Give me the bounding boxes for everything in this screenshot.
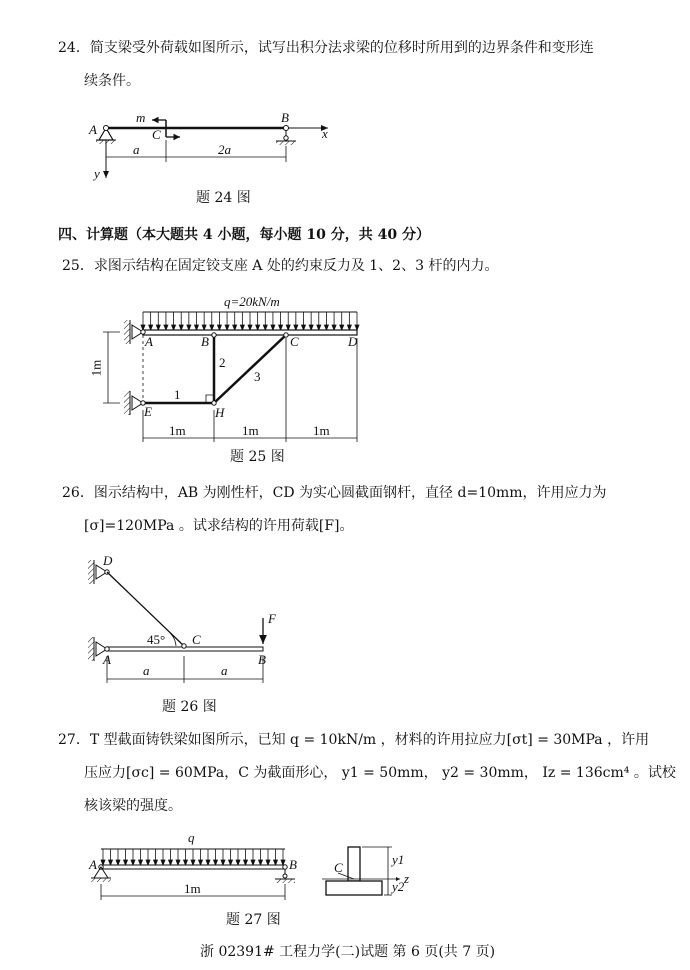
fig27-caption: 题 27 图 bbox=[226, 912, 281, 928]
load-arrowhead bbox=[184, 860, 188, 865]
load-arrowhead bbox=[236, 860, 240, 865]
load-arrowhead bbox=[101, 860, 105, 865]
fig27-label-y1: y1 bbox=[392, 852, 405, 867]
fig27-span: 1m bbox=[184, 881, 201, 896]
fig25-dim3: 1m bbox=[313, 423, 330, 438]
load-arrowhead bbox=[206, 860, 210, 865]
load-arrowhead bbox=[271, 325, 275, 330]
fig24-dim-2a: 2a bbox=[218, 142, 231, 157]
load-arrowhead bbox=[309, 325, 313, 330]
load-arrowhead bbox=[169, 860, 173, 865]
load-arrowhead bbox=[217, 325, 221, 330]
load-arrowhead bbox=[279, 325, 283, 330]
fig26-label-F: F bbox=[268, 611, 276, 626]
fig25-dim2: 1m bbox=[242, 423, 259, 438]
load-arrowhead bbox=[176, 860, 180, 865]
load-arrowhead bbox=[302, 325, 306, 330]
fig25-label-A: A bbox=[145, 334, 153, 349]
fig24-label-x: x bbox=[322, 126, 328, 141]
fig26-label-A: A bbox=[103, 652, 111, 667]
fig25-caption: 题 25 图 bbox=[230, 449, 285, 465]
fig24-label-C: C bbox=[152, 127, 161, 142]
load-arrowhead bbox=[317, 325, 321, 330]
fig24-label-y: y bbox=[94, 166, 100, 181]
load-arrowhead bbox=[225, 325, 229, 330]
fig27-label-B: B bbox=[289, 857, 297, 872]
load-arrowhead bbox=[221, 860, 225, 865]
fig27-diagram bbox=[91, 847, 400, 900]
fig25-label-D: D bbox=[348, 334, 358, 349]
fig24-label-B: B bbox=[281, 110, 289, 125]
fig25-bar3: 3 bbox=[254, 369, 261, 384]
fig25-label-B: B bbox=[201, 334, 209, 349]
load-arrowhead bbox=[154, 860, 158, 865]
load-arrowhead bbox=[256, 325, 260, 330]
q27-line1: 27．T 型截面铸铁梁如图所示，已知 q = 10kN/m ，材料的许用拉应力[σt] = 30MPa ，许用 bbox=[58, 732, 650, 748]
load-arrowhead bbox=[266, 860, 270, 865]
fig26-label-D: D bbox=[103, 553, 113, 568]
load-arrowhead bbox=[109, 860, 113, 865]
fig24-label-A: A bbox=[89, 122, 97, 137]
fig24-caption: 题 24 图 bbox=[196, 190, 251, 206]
load-arrowhead bbox=[146, 860, 150, 865]
load-arrowhead bbox=[324, 325, 328, 330]
fig26-caption: 题 26 图 bbox=[162, 699, 217, 715]
fig24-diagram bbox=[96, 120, 328, 178]
load-arrowhead bbox=[251, 860, 255, 865]
q27-line2: 压应力[σc] = 60MPa，C 为截面形心， y1 = 50mm， y2 = 30mm， Iz = 136cm⁴ 。试校 bbox=[84, 765, 676, 781]
fig26-label-C: C bbox=[192, 632, 201, 647]
load-arrowhead bbox=[202, 325, 206, 330]
load-arrowhead bbox=[332, 325, 336, 330]
load-arrowhead bbox=[179, 325, 183, 330]
load-arrowhead bbox=[139, 860, 143, 865]
fig26-angle: 45° bbox=[147, 632, 166, 647]
q25-line1: 25．求图示结构在固定铰支座 A 处的约束反力及 1、2、3 杆的内力。 bbox=[62, 258, 499, 274]
load-arrowhead bbox=[229, 860, 233, 865]
fig25-label-H: H bbox=[215, 405, 225, 420]
load-arrowhead bbox=[116, 860, 120, 865]
fig26-diagram bbox=[88, 560, 263, 683]
load-arrowhead bbox=[164, 325, 168, 330]
q24-line2: 续条件。 bbox=[84, 73, 140, 89]
fig27-label-y2: y2 bbox=[392, 879, 405, 894]
fig24-dim-a: a bbox=[133, 142, 140, 157]
q26-line2: [σ]=120MPa 。试求结构的许用荷载[F]。 bbox=[84, 518, 354, 534]
load-arrowhead bbox=[161, 860, 165, 865]
fig26-dim2: a bbox=[221, 663, 228, 678]
load-arrowhead bbox=[187, 325, 191, 330]
fig26-label-B: B bbox=[258, 652, 266, 667]
load-arrowhead bbox=[281, 860, 285, 865]
load-arrowhead bbox=[172, 325, 176, 330]
load-arrowhead bbox=[244, 860, 248, 865]
fig26-dim1: a bbox=[143, 663, 150, 678]
fig27-label-A: A bbox=[89, 857, 97, 872]
load-arrowhead bbox=[191, 860, 195, 865]
load-arrowhead bbox=[347, 325, 351, 330]
load-arrowhead bbox=[199, 860, 203, 865]
load-arrowhead bbox=[214, 860, 218, 865]
fig25-bar2: 2 bbox=[219, 355, 226, 370]
fig27-label-z: z bbox=[404, 871, 410, 886]
fig25-dim1: 1m bbox=[169, 423, 186, 438]
load-arrowhead bbox=[286, 325, 290, 330]
load-arrowhead bbox=[131, 860, 135, 865]
load-arrowhead bbox=[340, 325, 344, 330]
load-arrowhead bbox=[141, 325, 145, 330]
q26-line1: 26．图示结构中，AB 为刚性杆，CD 为实心圆截面钢杆，直径 d=10mm，许用应力为 bbox=[62, 485, 607, 501]
load-arrowhead bbox=[156, 325, 160, 330]
load-arrowhead bbox=[195, 325, 199, 330]
load-arrowhead bbox=[355, 325, 359, 330]
fig25-label-C: C bbox=[290, 334, 299, 349]
fig25-load-label: q=20kN/m bbox=[224, 294, 280, 309]
fig27-label-C: C bbox=[334, 860, 343, 875]
load-arrowhead bbox=[248, 325, 252, 330]
fig27-label-q: q bbox=[188, 830, 195, 845]
fig25-bar1: 1 bbox=[174, 387, 181, 402]
load-arrowhead bbox=[263, 325, 267, 330]
fig25-label-E: E bbox=[144, 404, 152, 419]
load-arrowhead bbox=[259, 860, 263, 865]
fig25-height-dim: 1m bbox=[88, 359, 104, 377]
fig24-label-m: m bbox=[136, 110, 146, 125]
q24-line1: 24．简支梁受外荷载如图所示，试写出积分法求梁的位移时所用到的边界条件和变形连 bbox=[58, 40, 594, 56]
load-arrowhead bbox=[294, 325, 298, 330]
load-arrowhead bbox=[210, 325, 214, 330]
load-arrowhead bbox=[240, 325, 244, 330]
load-arrowhead bbox=[149, 325, 153, 330]
load-arrowhead bbox=[124, 860, 128, 865]
q27-line3: 核该梁的强度。 bbox=[84, 798, 182, 814]
load-arrowhead bbox=[233, 325, 237, 330]
section4-heading: 四、计算题（本大题共 4 小题，每小题 10 分，共 40 分） bbox=[58, 227, 430, 243]
load-arrowhead bbox=[274, 860, 278, 865]
page-footer: 浙 02391# 工程力学(二)试题 第 6 页(共 7 页) bbox=[200, 944, 496, 960]
